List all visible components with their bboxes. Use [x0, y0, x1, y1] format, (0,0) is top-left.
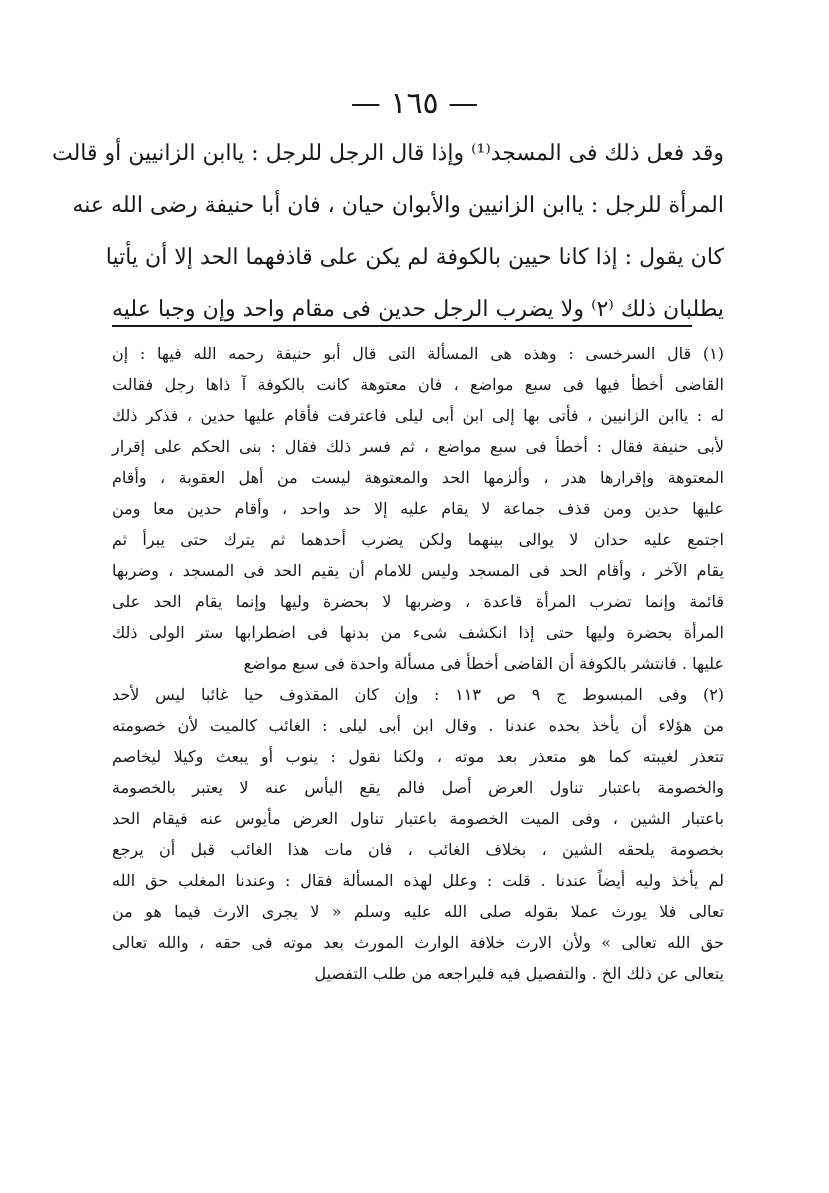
- page-number: — ١٦٥ —: [350, 86, 479, 121]
- footnote-line: تعالى فلا يورث عملا بقوله صلى الله عليه وسلم « لا يجرى الارث فيما هو من: [112, 902, 725, 921]
- footnote-line: عليها حدين ومن قذف جماعة لا يقام عليه إلا حد واحد ، وأقام حدين معا ومن: [112, 499, 724, 518]
- footnote-line: (١) قال السرخسى : وهذه هى المسألة التى قال أبو حنيفة رحمه الله فيها : إن: [112, 344, 724, 363]
- footnote-line: بخصومة يلحقه الشين ، بخلاف الغائب ، فان مات هذا الغائب قبل أن يرجع: [112, 840, 724, 859]
- footnote-line: لأبى حنيفة فقال : أخطأ فى سبع مواضع ، ثم فسر ذلك فقال : بنى الحكم على إقرار: [112, 437, 724, 456]
- main-text-line: كان يقول : إذا كانا حيين بالكوفة لم يكن على قاذفهما الحد إلا أن يأتيا: [105, 245, 724, 270]
- footnote-line: لم يأخذ وليه أيضاً عندنا . قلت : وعلل لهذه المسألة فقال : وعندنا المغلب حق الله: [112, 871, 724, 890]
- main-text-line: وقد فعل ذلك فى المسجد⁽¹⁾ وإذا قال الرجل للرجل : ياابن الزانيين أو قالت: [52, 141, 724, 166]
- footnotes: [112, 338, 724, 989]
- footnote-line: تتعذر لغيبته كما هو متعذر بعد موته ، ولكنا نقول : ينوب أو يبعث وكيلا ليخاصم: [112, 747, 724, 766]
- main-text-line: المرأة للرجل : ياابن الزانيين والأبوان حيان ، فان أبا حنيفة رضى الله عنه: [72, 193, 724, 218]
- footnote-line: له : ياابن الزانيين ، فأتى بها إلى ابن أبى ليلى فاعترفت فأقام عليها حدين ، فذكر ذلك: [112, 406, 724, 425]
- main-text: [52, 128, 724, 336]
- footnote-line: القاضى أخطأ فيها فى سبع مواضع ، فان معتوهة كانت بالكوفة آ ذاها رجل فقالت: [112, 375, 724, 394]
- footnote-line: والخصومة باعتبار تناول العرض أصل فالم يقع اليأس عنه لا يعتبر بالخصومة: [112, 778, 725, 797]
- footnote-line: (٢) وفى المبسوط ج ٩ ص ١١٣ : وإن كان المقذوف حيا غائبا ليس لأحد: [112, 685, 725, 704]
- footnote-line: قائمة وإنما تضرب المرأة قاعدة ، وضربها لا بحضرة وليها وإنما يقام الحد على: [112, 592, 724, 611]
- footnote-line: يقام الآخر ، وأقام الحد فى المسجد وليس للامام أن يقيم الحد فى المسجد ، وضربها: [112, 561, 724, 580]
- footnote-line: يتعالى عن ذلك الخ . والتفصيل فيه فليراجعه من طلب التفصيل: [314, 964, 724, 983]
- footnote-line: باعتبار الشين ، وفى الميت الخصومة باعتبار تناول العرض مأيوس عنه فيقام الحد: [112, 809, 724, 828]
- footnote-line: حق الله تعالى » ولأن الارث خلافة الوارث المورث بعد موته فى حقه ، والله تعالى: [112, 933, 724, 952]
- footnote-line: من هؤلاء أن يأخذ بحده عندنا . وقال ابن أبى ليلى : الغائب كالميت لأن خصومته: [112, 716, 724, 735]
- footnote-separator: [112, 325, 692, 327]
- footnote-line: عليها . فانتشر بالكوفة أن القاضى أخطأ فى مسألة واحدة فى سبع مواضع: [243, 654, 724, 673]
- footnote-line: اجتمع عليه حدان لا يوالى بينهما ولكن يضرب أحدهما ثم يترك حتى يبرأ ثم: [112, 530, 724, 549]
- main-text-line: يطلبان ذلك ⁽٢⁾ ولا يضرب الرجل حدين فى مقام واحد وإن وجبا عليه: [112, 297, 724, 322]
- footnote-line: المعتوهة وإقرارها هدر ، وألزمها الحد والمعتوهة ليست من أهل العقوبة ، وأقام: [112, 468, 724, 487]
- footnote-line: المرأة بحضرة وليها حتى إذا انكشف شىء من بدنها فى اضطرابها ستر الولى ذلك: [112, 623, 724, 642]
